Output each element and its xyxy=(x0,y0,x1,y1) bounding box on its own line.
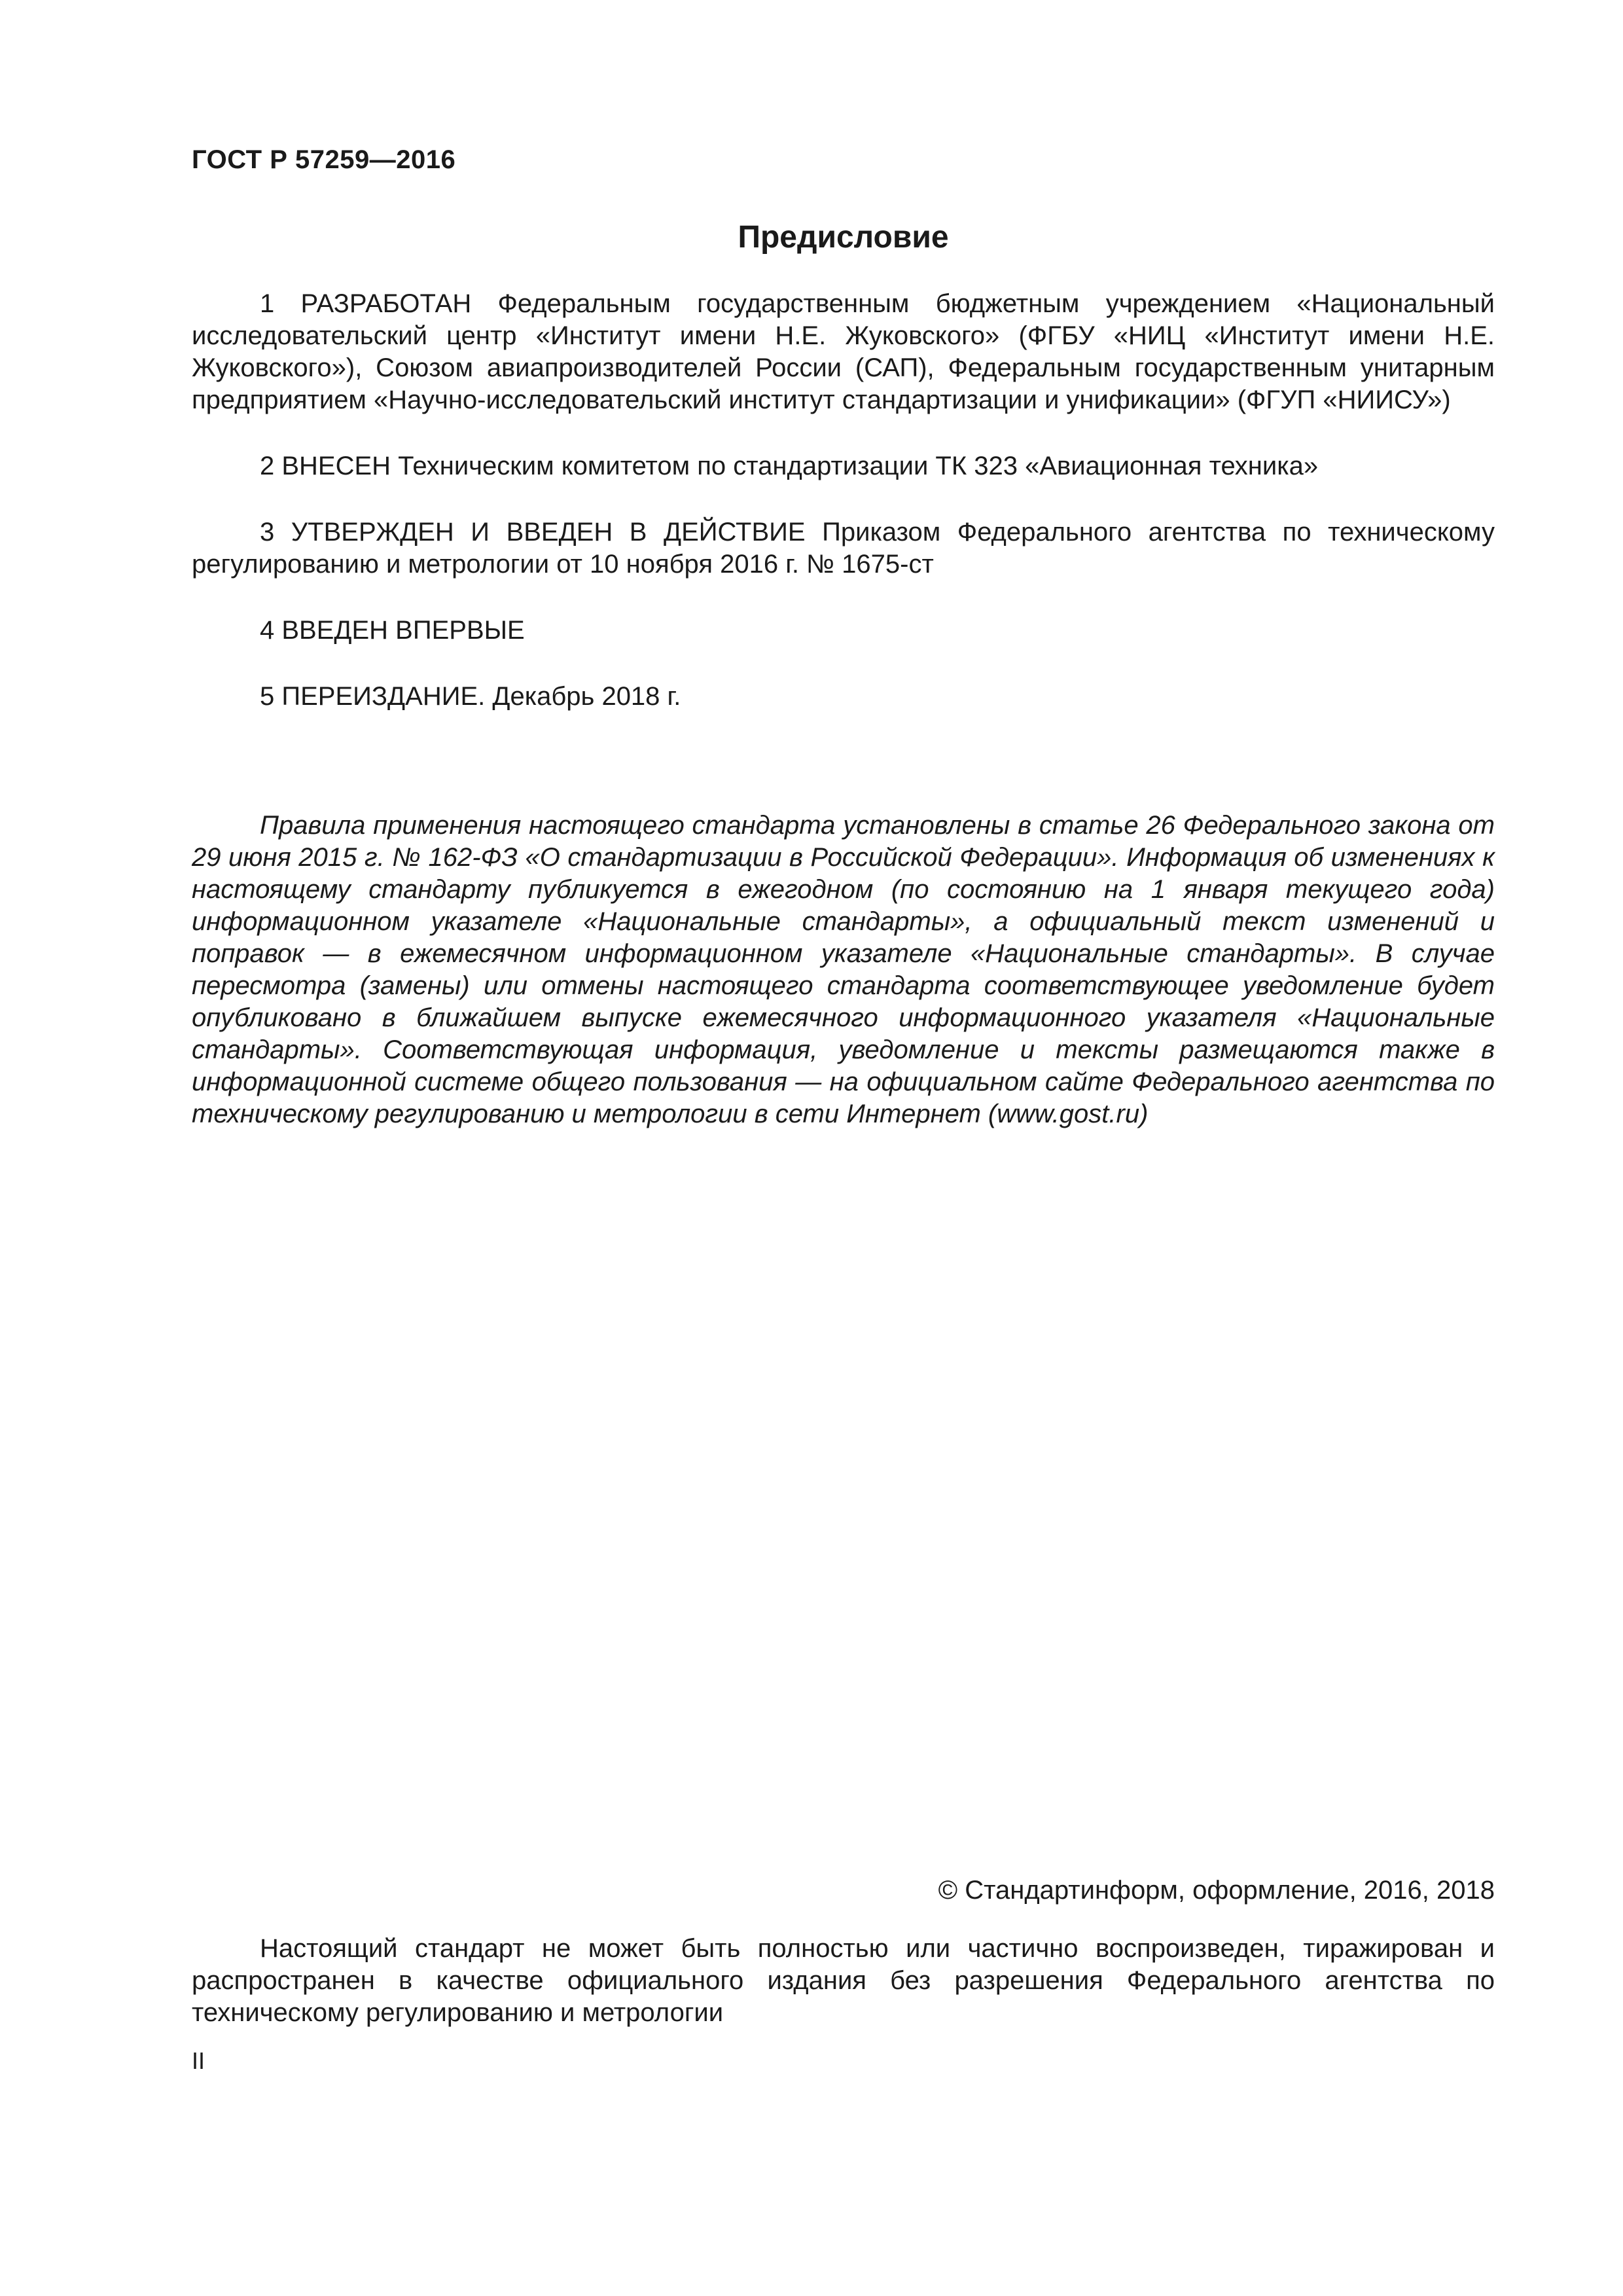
page-number: II xyxy=(192,2047,205,2074)
foreword-item-5: 5 ПЕРЕИЗДАНИЕ. Декабрь 2018 г. xyxy=(260,682,681,711)
reproduction-notice: Настоящий стандарт не может быть полностью или частично воспроизведен, тиражирован и распространен в качестве официального издания без разрешения Федерального агентства по техническому регулированию и метрологии xyxy=(192,1934,1495,2027)
document-code: ГОСТ Р 57259—2016 xyxy=(192,145,456,174)
foreword-item-1: 1 РАЗРАБОТАН Федеральным государственным бюджетным учреждением «Национальный исследовательский центр «Институт имени Н.Е. Жуковского» (ФГБУ «НИЦ «Институт имени Н.Е. Жуковского»), Союзом авиапроизводителей России (САП), Федеральным государственным унитарным предприятием «Научно-исследовательский институт стандартизации и унификации» (ФГУП «НИИСУ») xyxy=(192,289,1495,414)
foreword-items xyxy=(192,288,1495,713)
page-title: Предисловие xyxy=(738,220,949,255)
foreword-item-4: 4 ВВЕДЕН ВПЕРВЫЕ xyxy=(260,616,525,645)
application-rules-notice: Правила применения настоящего стандарта установлены в статье 26 Федерального закона от 29 июня 2015 г. № 162-ФЗ «О стандартизации в Российской Федерации». Информация об изменениях к настоящему стандарту публикуется в ежегодном (по состоянию на 1 января текущего года) информационном указателе «Национальные стандарты», а официальный текст изменений и поправок — в ежемесячном информационном указателе «Национальные стандарты». В случае пересмотра (замены) или отмены настоящего стандарта соответствующее уведомление будет опубликовано в ближайшем выпуске ежемесячного информационного указателя «Национальные стандарты». Соответствующая информация, уведомление и тексты размещаются также в информационной системе общего пользования — на официальном сайте Федерального агентства по техническому регулированию и метрологии в сети Интернет (www.gost.ru) xyxy=(192,811,1495,1128)
foreword-item-2: 2 ВНЕСЕН Техническим комитетом по стандартизации ТК 323 «Авиационная техника» xyxy=(260,452,1319,480)
foreword-item-3: 3 УТВЕРЖДЕН И ВВЕДЕН В ДЕЙСТВИЕ Приказом Федерального агентства по техническому регулированию и метрологии от 10 ноября 2016 г. № 1675-ст xyxy=(192,518,1495,579)
copyright-line: © Стандартинформ, оформление, 2016, 2018 xyxy=(938,1876,1495,1905)
